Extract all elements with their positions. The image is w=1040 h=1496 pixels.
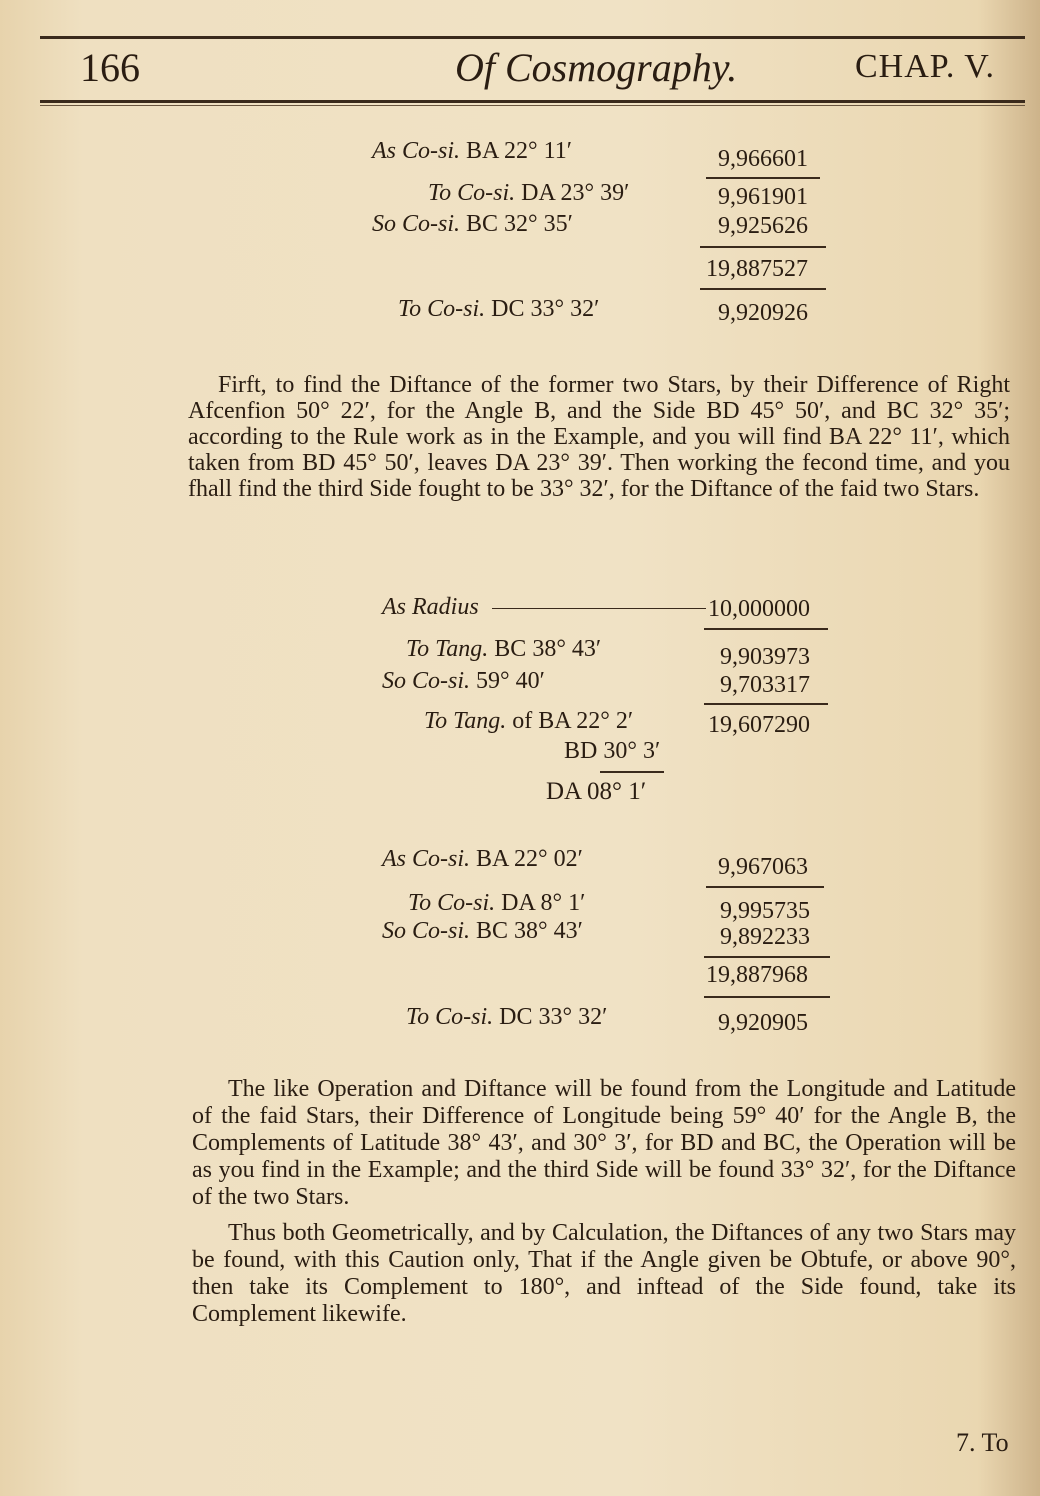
calc2-leader-rule [492, 608, 706, 609]
calc1-line2-text: DA 23° 39′ [521, 180, 630, 206]
calc3-rule2 [704, 956, 830, 958]
calc3-line3-label: So Co-si. [382, 918, 471, 944]
calc3-line5-label: To Co-si. [406, 1004, 494, 1030]
calc3-line2-number: 9,995735 [720, 898, 810, 924]
calc2-bd-line: BD 30° 3′ [564, 738, 661, 764]
calc1-rule2 [700, 246, 826, 248]
top-rule [40, 36, 1025, 39]
calc2-radius-label: As Radius [382, 594, 479, 620]
calc2-tang2-text: of BA 22° 2′ [512, 708, 634, 734]
calc1-line5-number: 9,920926 [718, 300, 808, 326]
calc2-tang-line [406, 636, 601, 663]
calc3-line3-number: 9,892233 [720, 924, 810, 950]
calc2-tang2-label: To Tang. [424, 708, 507, 734]
calc1-rule1 [706, 177, 820, 179]
calc2-tang-text: BC 38° 43′ [494, 636, 602, 662]
calc1-line2-number: 9,961901 [718, 184, 808, 210]
calc2-da-line: DA 08° 1′ [546, 778, 647, 805]
chapter-label: CHAP. V. [855, 48, 995, 85]
calc3-line2-text: DA 8° 1′ [501, 890, 586, 916]
calc1-line1-label: As Co-si. [372, 138, 461, 164]
calc3-line1 [382, 846, 583, 873]
page-number: 166 [80, 45, 140, 90]
calc3-line2 [408, 890, 585, 917]
calc2-tang-number: 9,903973 [720, 644, 810, 670]
calc3-rule1 [706, 886, 824, 888]
calc2-rule1 [704, 628, 828, 630]
calc2-so-number: 9,703317 [720, 672, 810, 698]
calc2-so-text: 59° 40′ [476, 668, 545, 694]
calc2-radius-line [382, 594, 479, 621]
calc3-line3-text: BC 38° 43′ [476, 918, 583, 944]
calc1-line1-number: 9,966601 [718, 146, 808, 172]
calc2-rule3 [600, 771, 664, 773]
paragraph-third: Thus both Geometrically, and by Calculation, the Diftances of any two Stars may be found, with this Caution only, That if the Angle given be Obtufe, or above 90°, then take its Complement to 180°, and inftead of the Side found, take its Complement likewife. [192, 1220, 1016, 1327]
calc1-line3 [372, 211, 573, 238]
calc1-line2 [428, 180, 629, 207]
calc3-line5-number: 9,920905 [718, 1010, 808, 1036]
running-title: Of Cosmography. [455, 45, 738, 90]
calc2-tang-label: To Tang. [406, 636, 489, 662]
catchword: 7. To [956, 1428, 1009, 1457]
calc2-so-line [382, 668, 545, 695]
calc3-line1-number: 9,967063 [718, 854, 808, 880]
calc2-so-label: So Co-si. [382, 668, 471, 694]
calc1-line3-number: 9,925626 [718, 213, 808, 239]
calc1-line1-text: BA 22° 11′ [466, 138, 572, 164]
header-rule-thin [40, 105, 1025, 106]
calc1-line1 [372, 138, 572, 165]
calc3-line5-text: DC 33° 32′ [499, 1004, 608, 1030]
calc3-rule3 [704, 996, 830, 998]
calc3-line3 [382, 918, 583, 945]
calc2-radius-number: 10,000000 [708, 596, 810, 622]
header-rule [40, 100, 1025, 103]
calc1-line5 [398, 296, 599, 323]
paragraph-first: Firft, to find the Diftance of the former two Stars, by their Difference of Right Afcenfion 50° 22′, for the Angle B, and the Side BD 45° 50′, and BC 32° 35′; according to the Rule work as in the Example, and you will find BA 22° 11′, which taken from BD 45° 50′, leaves DA 23° 39′. Then working the fecond time, and you fhall find the third Side fought to be 33° 32′, for the Diftance of the faid two Stars. [188, 372, 1010, 502]
calc1-line3-label: So Co-si. [372, 211, 461, 237]
calc2-tang2-line [424, 708, 633, 735]
calc3-sum-number: 19,887968 [706, 962, 808, 988]
calc1-line5-text: DC 33° 32′ [491, 296, 600, 322]
calc1-line3-text: BC 32° 35′ [466, 211, 573, 237]
calc1-rule3 [700, 288, 826, 290]
calc2-tang2-number: 19,607290 [708, 712, 810, 738]
calc3-line1-text: BA 22° 02′ [476, 846, 583, 872]
paragraph-second: The like Operation and Diftance will be found from the Longitude and Latitude of the faid Stars, their Difference of Longitude being 59° 40′ for the Angle B, the Complements of Latitude 38° 43′, and 30° 3′, for BD and BC, the Operation will be as you find in the Example; and the third Side will be found 33° 32′, for the Diftance of the two Stars. [192, 1076, 1016, 1210]
calc2-rule2 [704, 703, 828, 705]
calc1-line2-label: To Co-si. [428, 180, 516, 206]
calc1-line5-label: To Co-si. [398, 296, 486, 322]
calc1-sum-number: 19,887527 [706, 256, 808, 282]
calc3-line5 [406, 1004, 607, 1031]
calc3-line2-label: To Co-si. [408, 890, 496, 916]
calc3-line1-label: As Co-si. [382, 846, 471, 872]
